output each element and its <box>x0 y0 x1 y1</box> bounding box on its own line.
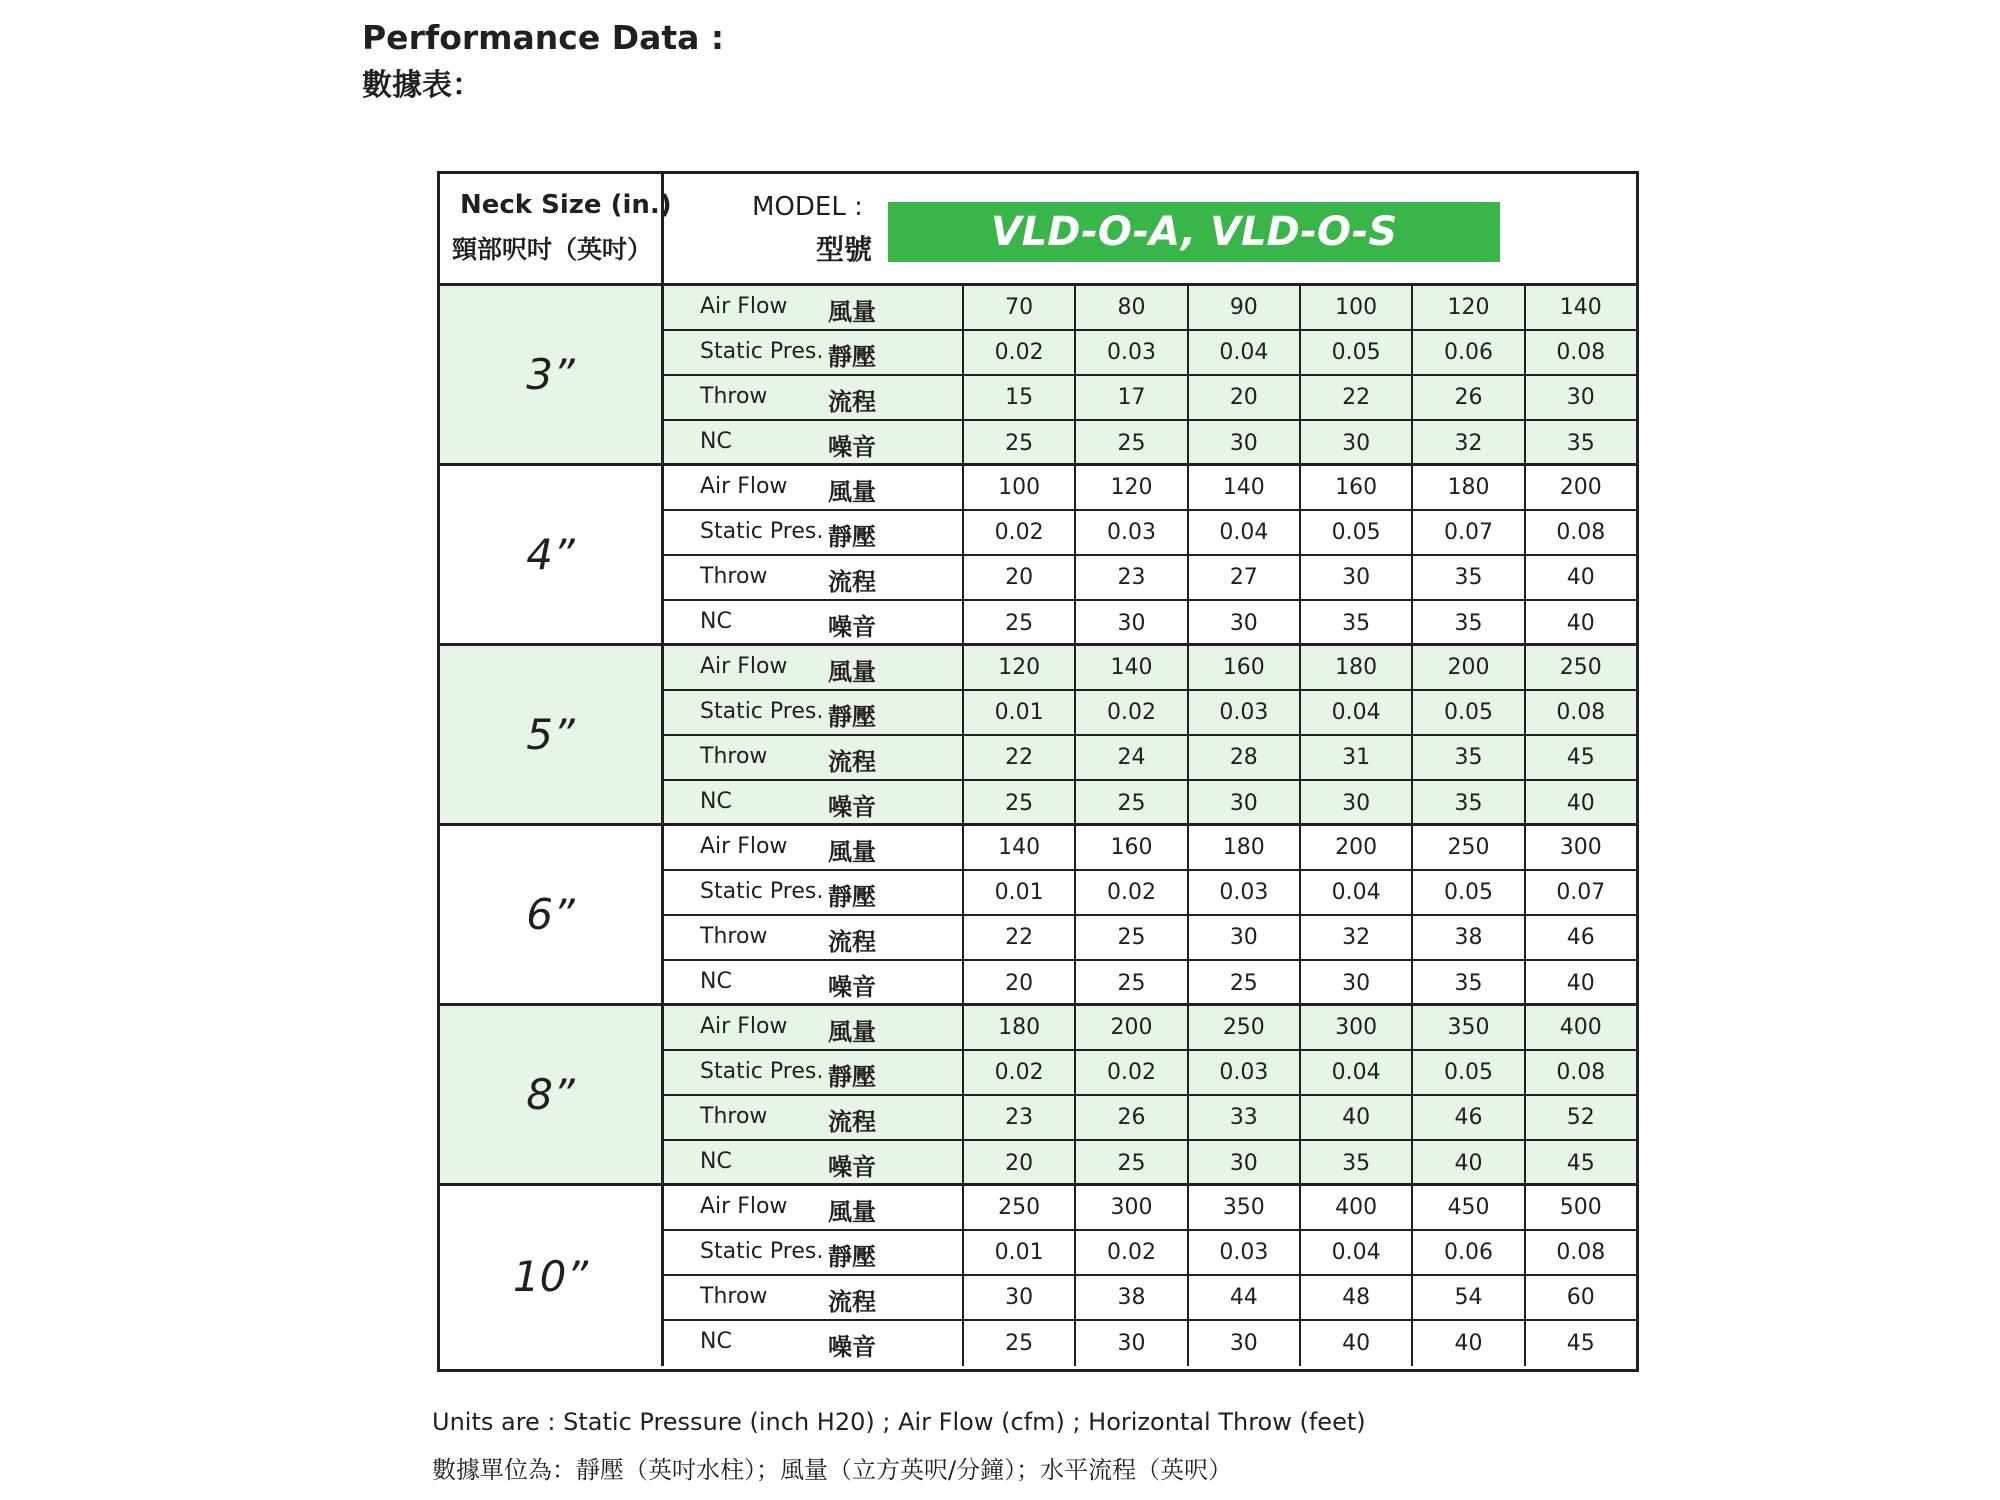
value-cell: 0.02 <box>1076 1051 1188 1094</box>
value-cell: 0.03 <box>1189 871 1301 914</box>
metric-label-cell <box>664 1051 964 1094</box>
neck-size-cell: 10” <box>440 1186 664 1366</box>
value-cell: 120 <box>964 646 1076 689</box>
value-cell: 25 <box>1076 781 1188 826</box>
value-cell: 25 <box>1076 961 1188 1006</box>
value-cell: 100 <box>964 466 1076 509</box>
value-cell: 32 <box>1301 916 1413 959</box>
value-cell: 0.07 <box>1413 511 1525 554</box>
value-cell: 180 <box>964 1006 1076 1049</box>
metric-label-en: NC <box>700 1329 732 1354</box>
table-row <box>664 1186 1636 1231</box>
table-row <box>664 1276 1636 1321</box>
metric-label-zh: 風量 <box>828 1018 876 1046</box>
table-row <box>664 826 1636 871</box>
table-row <box>664 1051 1636 1096</box>
neck-size-label-en: Neck Size (in.) <box>460 190 672 220</box>
value-cell: 0.08 <box>1556 1060 1606 1085</box>
table-row <box>664 736 1636 781</box>
value-cell: 30 <box>1189 1141 1301 1186</box>
value-cell: 35 <box>1413 961 1525 1006</box>
metric-label-cell <box>664 961 964 1006</box>
metric-label-en: Throw <box>700 384 768 409</box>
value-cell: 25 <box>1076 421 1188 466</box>
metric-label-en: NC <box>700 789 732 814</box>
metric-label-en: Air Flow <box>700 294 788 319</box>
metric-label-zh: 風量 <box>828 1198 876 1226</box>
value-cell: 54 <box>1413 1276 1525 1319</box>
value-cell: 250 <box>1189 1006 1301 1049</box>
metric-label-zh: 噪音 <box>828 1153 876 1181</box>
value-cell: 140 <box>1189 466 1301 509</box>
neck-size-cell: 6” <box>440 826 664 1003</box>
table-row <box>664 331 1636 376</box>
value-cell: 200 <box>1413 646 1525 689</box>
value-cell: 22 <box>964 736 1076 779</box>
size-group <box>440 1186 1636 1366</box>
value-cell: 0.04 <box>1301 691 1413 734</box>
metric-rows <box>664 1006 1636 1183</box>
metric-label-zh: 風量 <box>828 838 876 866</box>
value-cell: 24 <box>1076 736 1188 779</box>
table-row <box>664 781 1636 826</box>
value-cell: 180 <box>1413 466 1525 509</box>
metric-label-en: NC <box>700 429 732 454</box>
metric-label-cell <box>664 691 964 734</box>
metric-label-en: NC <box>700 609 732 634</box>
value-cell: 46 <box>1566 925 1595 950</box>
value-cell: 0.03 <box>1189 691 1301 734</box>
metric-label-cell <box>664 601 964 646</box>
value-cell: 23 <box>1076 556 1188 599</box>
value-cell: 25 <box>964 781 1076 826</box>
value-cell: 20 <box>964 961 1076 1006</box>
metric-label-en: Throw <box>700 924 768 949</box>
table-row <box>664 466 1636 511</box>
value-cell: 30 <box>964 1276 1076 1319</box>
metric-label-zh: 靜壓 <box>828 523 876 551</box>
value-cell: 33 <box>1189 1096 1301 1139</box>
value-cell: 40 <box>1413 1141 1525 1186</box>
metric-label-en: NC <box>700 969 732 994</box>
size-group <box>440 646 1636 826</box>
table-row <box>664 916 1636 961</box>
value-cell: 30 <box>1189 916 1301 959</box>
value-cell: 45 <box>1566 745 1595 770</box>
value-cell: 0.04 <box>1301 1231 1413 1274</box>
value-cell: 45 <box>1566 1331 1595 1356</box>
metric-label-cell <box>664 556 964 599</box>
metric-label-zh: 靜壓 <box>828 1063 876 1091</box>
value-cell: 300 <box>1076 1186 1188 1229</box>
value-cell: 100 <box>1301 286 1413 329</box>
value-cell: 0.05 <box>1413 1051 1525 1094</box>
size-group <box>440 1006 1636 1186</box>
metric-rows <box>664 826 1636 1003</box>
value-cell: 400 <box>1559 1015 1602 1040</box>
value-cell: 22 <box>1301 376 1413 419</box>
value-cell: 15 <box>964 376 1076 419</box>
metric-label-cell <box>664 1006 964 1049</box>
value-cell: 160 <box>1189 646 1301 689</box>
metric-label-en: Static Pres. <box>700 1059 824 1084</box>
value-cell: 350 <box>1413 1006 1525 1049</box>
value-cell: 90 <box>1189 286 1301 329</box>
metric-label-cell <box>664 646 964 689</box>
metric-label-zh: 風量 <box>828 478 876 506</box>
value-cell: 400 <box>1301 1186 1413 1229</box>
table-row <box>664 286 1636 331</box>
value-cell: 0.08 <box>1556 520 1606 545</box>
metric-label-zh: 靜壓 <box>828 703 876 731</box>
value-cell: 35 <box>1301 1141 1413 1186</box>
neck-size-cell: 4” <box>440 466 664 643</box>
table-row <box>664 1321 1636 1366</box>
value-cell: 48 <box>1301 1276 1413 1319</box>
value-cell: 31 <box>1301 736 1413 779</box>
value-cell: 25 <box>1076 1141 1188 1186</box>
metric-label-en: Static Pres. <box>700 339 824 364</box>
value-cell: 35 <box>1413 601 1525 646</box>
value-cell: 0.05 <box>1413 691 1525 734</box>
value-cell: 44 <box>1189 1276 1301 1319</box>
metric-label-en: Air Flow <box>700 834 788 859</box>
value-cell: 200 <box>1301 826 1413 869</box>
metric-label-zh: 風量 <box>828 658 876 686</box>
metric-label-en: Throw <box>700 564 768 589</box>
value-cell: 0.02 <box>1076 691 1188 734</box>
value-cell: 25 <box>1076 916 1188 959</box>
model-header <box>664 174 1636 286</box>
value-cell: 40 <box>1413 1321 1525 1366</box>
value-cell: 0.06 <box>1413 1231 1525 1274</box>
value-cell: 30 <box>1189 1321 1301 1366</box>
metric-label-zh: 噪音 <box>828 433 876 461</box>
value-cell: 30 <box>1189 781 1301 826</box>
metric-label-en: Air Flow <box>700 654 788 679</box>
table-row <box>664 376 1636 421</box>
metric-label-zh: 風量 <box>828 298 876 326</box>
metric-label-zh: 噪音 <box>828 1333 876 1361</box>
value-cell: 0.01 <box>964 691 1076 734</box>
value-cell: 0.04 <box>1301 871 1413 914</box>
table-row <box>664 1006 1636 1051</box>
value-cell: 0.05 <box>1301 331 1413 374</box>
metric-label-zh: 噪音 <box>828 613 876 641</box>
value-cell: 0.04 <box>1189 511 1301 554</box>
metric-label-zh: 流程 <box>828 748 876 776</box>
value-cell: 0.04 <box>1189 331 1301 374</box>
value-cell: 0.02 <box>1076 1231 1188 1274</box>
value-cell: 40 <box>1566 611 1595 636</box>
table-row <box>664 556 1636 601</box>
value-cell: 35 <box>1413 556 1525 599</box>
size-group <box>440 466 1636 646</box>
value-cell: 35 <box>1413 736 1525 779</box>
value-cell: 30 <box>1301 781 1413 826</box>
table-row <box>664 511 1636 556</box>
value-cell: 120 <box>1413 286 1525 329</box>
value-cell: 40 <box>1566 565 1595 590</box>
value-cell: 0.01 <box>964 1231 1076 1274</box>
value-cell: 30 <box>1076 1321 1188 1366</box>
value-cell: 500 <box>1559 1195 1602 1220</box>
value-cell: 0.03 <box>1076 331 1188 374</box>
metric-label-cell <box>664 736 964 779</box>
value-cell: 140 <box>1559 295 1602 320</box>
metric-label-en: NC <box>700 1149 732 1174</box>
metric-rows <box>664 646 1636 823</box>
neck-size-label-zh: 頸部呎吋（英吋） <box>452 235 653 264</box>
value-cell: 0.04 <box>1301 1051 1413 1094</box>
metric-label-en: Throw <box>700 1284 768 1309</box>
value-cell: 250 <box>1413 826 1525 869</box>
value-cell: 200 <box>1559 475 1602 500</box>
value-cell: 0.05 <box>1301 511 1413 554</box>
size-group <box>440 826 1636 1006</box>
table-row <box>664 601 1636 646</box>
value-cell: 25 <box>964 421 1076 466</box>
value-cell: 35 <box>1566 431 1595 456</box>
value-cell: 0.02 <box>1076 871 1188 914</box>
neck-size-cell: 8” <box>440 1006 664 1183</box>
performance-table <box>437 171 1639 1372</box>
value-cell: 30 <box>1566 385 1595 410</box>
metric-label-en: Air Flow <box>700 474 788 499</box>
value-cell: 140 <box>1076 646 1188 689</box>
value-cell: 0.01 <box>964 871 1076 914</box>
value-cell: 46 <box>1413 1096 1525 1139</box>
value-cell: 25 <box>1189 961 1301 1006</box>
value-cell: 160 <box>1301 466 1413 509</box>
value-cell: 25 <box>964 601 1076 646</box>
value-cell: 0.08 <box>1556 1240 1606 1265</box>
value-cell: 250 <box>1559 655 1602 680</box>
metric-label-cell <box>664 286 964 329</box>
table-row <box>664 691 1636 736</box>
metric-label-cell <box>664 826 964 869</box>
value-cell: 30 <box>1189 601 1301 646</box>
metric-label-en: Throw <box>700 744 768 769</box>
table-row <box>664 1231 1636 1276</box>
value-cell: 450 <box>1413 1186 1525 1229</box>
value-cell: 80 <box>1076 286 1188 329</box>
value-cell: 250 <box>964 1186 1076 1229</box>
value-cell: 140 <box>964 826 1076 869</box>
value-cell: 25 <box>964 1321 1076 1366</box>
value-cell: 0.06 <box>1413 331 1525 374</box>
metric-label-en: Air Flow <box>700 1194 788 1219</box>
metric-label-zh: 流程 <box>828 1108 876 1136</box>
metric-label-cell <box>664 1096 964 1139</box>
value-cell: 20 <box>964 1141 1076 1186</box>
value-cell: 30 <box>1189 421 1301 466</box>
value-cell: 40 <box>1301 1321 1413 1366</box>
metric-label-zh: 流程 <box>828 928 876 956</box>
metric-label-cell <box>664 1186 964 1229</box>
table-row <box>664 421 1636 466</box>
neck-size-cell: 3” <box>440 286 664 463</box>
size-group <box>440 286 1636 466</box>
title-en: Performance Data : <box>362 18 725 57</box>
value-cell: 0.07 <box>1556 880 1606 905</box>
model-value-banner: VLD-O-A, VLD-O-S <box>888 202 1500 262</box>
metric-label-cell <box>664 421 964 466</box>
units-note-zh: 數據單位為：靜壓（英吋水柱）；風量（立方英呎/分鐘）；水平流程（英呎） <box>432 1456 1233 1484</box>
metric-label-cell <box>664 1276 964 1319</box>
metric-label-cell <box>664 511 964 554</box>
value-cell: 60 <box>1566 1285 1595 1310</box>
value-cell: 0.02 <box>964 511 1076 554</box>
table-row <box>664 871 1636 916</box>
metric-label-cell <box>664 466 964 509</box>
metric-label-zh: 流程 <box>828 388 876 416</box>
table-row <box>664 1141 1636 1186</box>
metric-label-cell <box>664 871 964 914</box>
value-cell: 28 <box>1189 736 1301 779</box>
metric-label-en: Throw <box>700 1104 768 1129</box>
table-row <box>664 1096 1636 1141</box>
metric-rows <box>664 466 1636 643</box>
value-cell: 40 <box>1301 1096 1413 1139</box>
value-cell: 350 <box>1189 1186 1301 1229</box>
value-cell: 38 <box>1076 1276 1188 1319</box>
metric-label-en: Air Flow <box>700 1014 788 1039</box>
table-row <box>664 646 1636 691</box>
value-cell: 70 <box>964 286 1076 329</box>
metric-label-zh: 靜壓 <box>828 1243 876 1271</box>
table-row <box>664 961 1636 1006</box>
value-cell: 300 <box>1301 1006 1413 1049</box>
value-cell: 30 <box>1076 601 1188 646</box>
metric-label-cell <box>664 781 964 826</box>
metric-label-cell <box>664 1141 964 1186</box>
value-cell: 0.03 <box>1076 511 1188 554</box>
value-cell: 35 <box>1301 601 1413 646</box>
metric-label-cell <box>664 376 964 419</box>
metric-label-zh: 噪音 <box>828 793 876 821</box>
metric-label-zh: 靜壓 <box>828 883 876 911</box>
value-cell: 35 <box>1413 781 1525 826</box>
value-cell: 180 <box>1301 646 1413 689</box>
value-cell: 45 <box>1566 1151 1595 1176</box>
metric-rows <box>664 286 1636 463</box>
value-cell: 180 <box>1189 826 1301 869</box>
value-cell: 0.08 <box>1556 340 1606 365</box>
units-note-en: Units are : Static Pressure (inch H20) ; Air Flow (cfm) ; Horizontal Throw (feet) <box>432 1408 1366 1436</box>
model-label-en: MODEL : <box>752 192 863 222</box>
value-cell: 26 <box>1076 1096 1188 1139</box>
metric-label-cell <box>664 916 964 959</box>
model-label-zh: 型號 <box>816 233 873 266</box>
value-cell: 200 <box>1076 1006 1188 1049</box>
value-cell: 52 <box>1566 1105 1595 1130</box>
metric-label-en: Static Pres. <box>700 519 824 544</box>
metric-label-en: Static Pres. <box>700 699 824 724</box>
value-cell: 120 <box>1076 466 1188 509</box>
value-cell: 23 <box>964 1096 1076 1139</box>
value-cell: 40 <box>1566 791 1595 816</box>
metric-label-cell <box>664 1321 964 1366</box>
metric-label-zh: 流程 <box>828 1288 876 1316</box>
value-cell: 0.03 <box>1189 1231 1301 1274</box>
value-cell: 30 <box>1301 556 1413 599</box>
value-cell: 300 <box>1559 835 1602 860</box>
value-cell: 17 <box>1076 376 1188 419</box>
value-cell: 30 <box>1301 961 1413 1006</box>
value-cell: 30 <box>1301 421 1413 466</box>
value-cell: 0.03 <box>1189 1051 1301 1094</box>
metric-label-cell <box>664 331 964 374</box>
title-zh: 數據表： <box>362 68 482 103</box>
value-cell: 22 <box>964 916 1076 959</box>
value-cell: 0.02 <box>964 1051 1076 1094</box>
metric-label-zh: 流程 <box>828 568 876 596</box>
neck-size-cell: 5” <box>440 646 664 823</box>
value-cell: 40 <box>1566 971 1595 996</box>
value-cell: 32 <box>1413 421 1525 466</box>
neck-size-header <box>440 174 672 286</box>
value-cell: 0.08 <box>1556 700 1606 725</box>
value-cell: 26 <box>1413 376 1525 419</box>
metric-rows <box>664 1186 1636 1366</box>
value-cell: 0.02 <box>964 331 1076 374</box>
metric-label-zh: 噪音 <box>828 973 876 1001</box>
value-cell: 27 <box>1189 556 1301 599</box>
value-cell: 38 <box>1413 916 1525 959</box>
value-cell: 160 <box>1076 826 1188 869</box>
value-cell: 20 <box>964 556 1076 599</box>
metric-label-en: Static Pres. <box>700 879 824 904</box>
metric-label-en: Static Pres. <box>700 1239 824 1264</box>
metric-label-zh: 靜壓 <box>828 343 876 371</box>
metric-label-cell <box>664 1231 964 1274</box>
value-cell: 20 <box>1189 376 1301 419</box>
value-cell: 0.05 <box>1413 871 1525 914</box>
